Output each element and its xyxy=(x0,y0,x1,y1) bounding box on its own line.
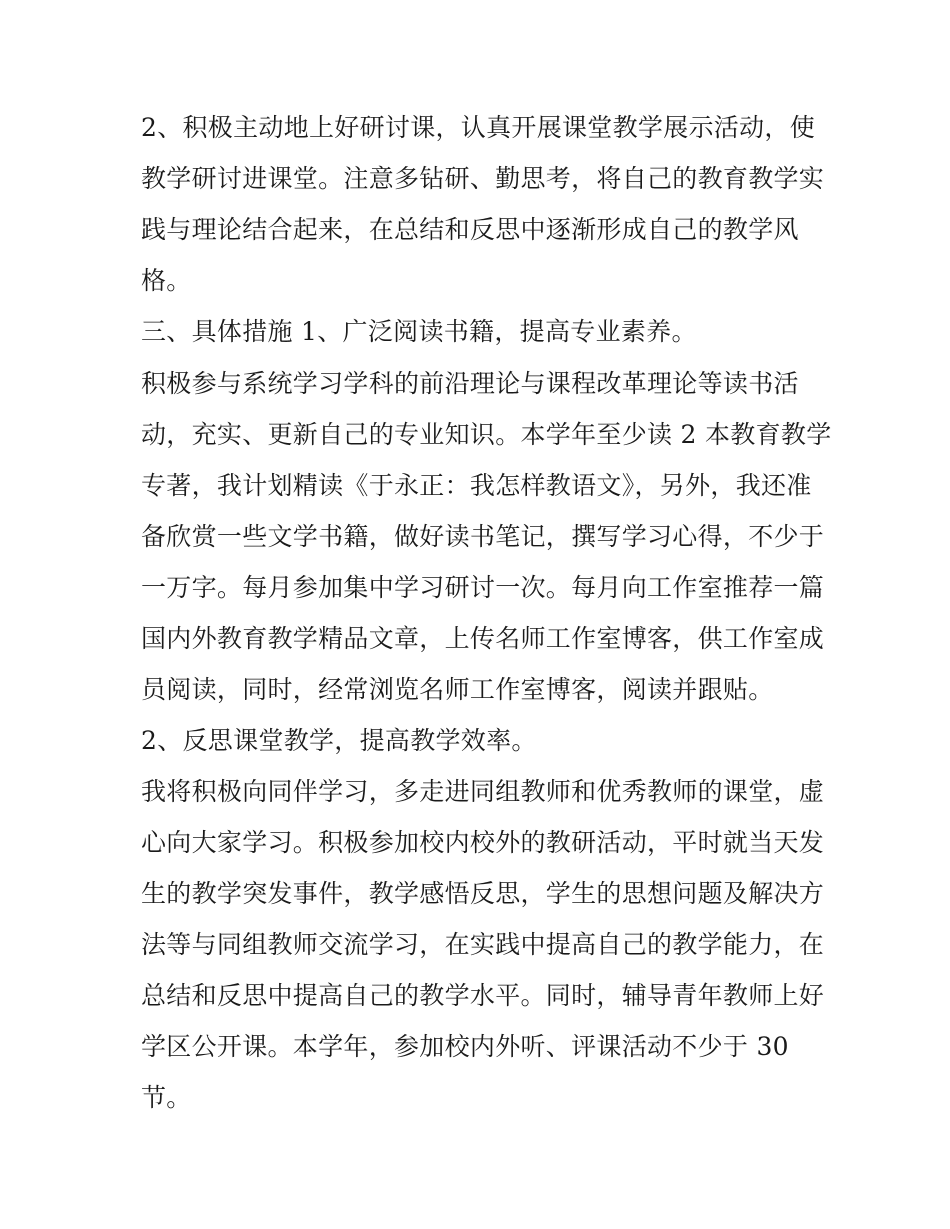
text-line-16: 生的教学突发事件，教学感悟反思，学生的思想问题及解决方 xyxy=(141,879,825,908)
text-line-17: 法等与同组教师交流学习，在实践中提高自己的教学能力，在 xyxy=(141,930,825,959)
section-heading-measures: 三、具体措施 1、广泛阅读书籍，提高专业素养。 xyxy=(141,317,697,346)
text-line-1: 2、积极主动地上好研讨课，认真开展课堂教学展示活动，使 xyxy=(141,113,816,142)
subheading-reflect-teaching: 2、反思课堂教学，提高教学效率。 xyxy=(141,726,537,755)
text-line-4: 格。 xyxy=(141,266,192,295)
text-line-3: 践与理论结合起来，在总结和反思中逐渐形成自己的教学风 xyxy=(141,215,799,244)
text-line-10: 一万字。每月参加集中学习研讨一次。每月向工作室推荐一篇 xyxy=(141,573,825,602)
text-line-11: 国内外教育教学精品文章，上传名师工作室博客，供工作室成 xyxy=(141,624,825,653)
text-line-8: 专著，我计划精读《于永正：我怎样教语文》，另外，我还准 xyxy=(141,471,812,500)
text-line-20: 节。 xyxy=(141,1083,192,1112)
text-line-9: 备欣赏一些文学书籍，做好读书笔记，撰写学习心得，不少于 xyxy=(141,522,825,551)
text-line-7: 动，充实、更新自己的专业知识。本学年至少读 2 本教育教学 xyxy=(141,420,832,449)
text-line-14: 我将积极向同伴学习，多走进同组教师和优秀教师的课堂，虚 xyxy=(141,777,825,806)
text-line-18: 总结和反思中提高自己的教学水平。同时，辅导青年教师上好 xyxy=(141,981,825,1010)
text-line-6: 积极参与系统学习学科的前沿理论与课程改革理论等读书活 xyxy=(141,369,799,398)
text-line-15: 心向大家学习。积极参加校内校外的教研活动，平时就当天发 xyxy=(141,828,825,857)
text-line-19: 学区公开课。本学年，参加校内外听、评课活动不少于 30 xyxy=(141,1032,789,1061)
text-line-2: 教学研讨进课堂。注意多钻研、勤思考，将自己的教育教学实 xyxy=(141,164,825,193)
text-line-12: 员阅读，同时，经常浏览名师工作室博客，阅读并跟贴。 xyxy=(141,675,774,704)
